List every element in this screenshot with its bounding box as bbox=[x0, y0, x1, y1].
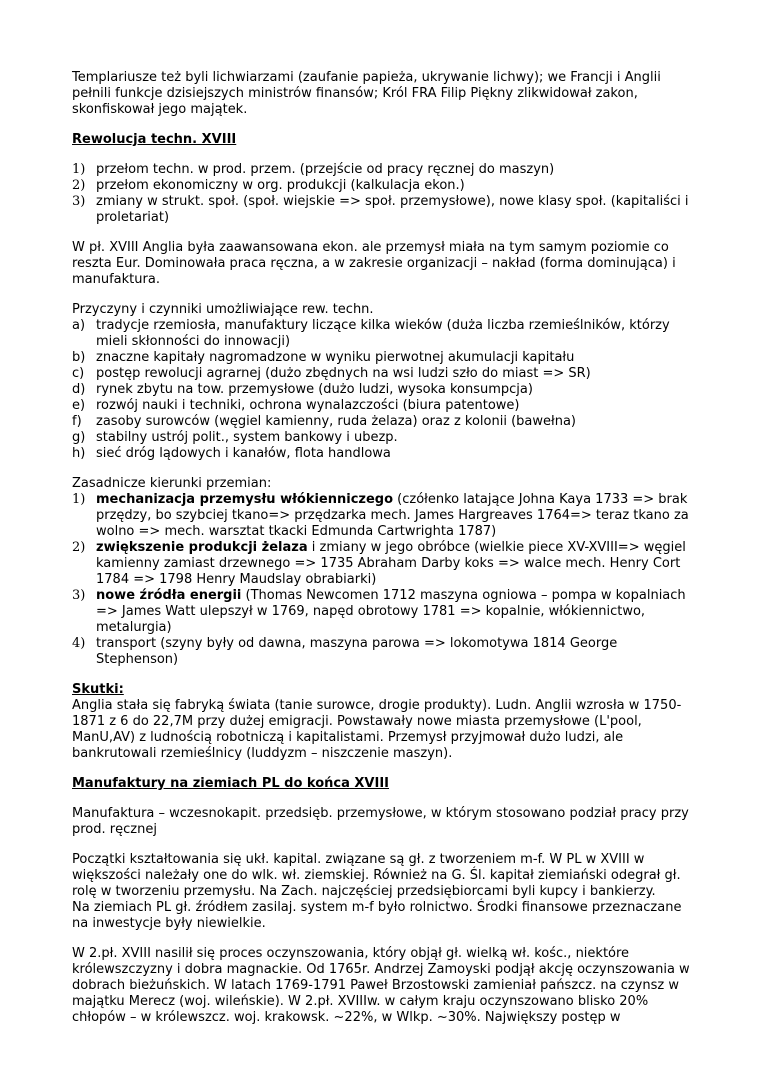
list-item bbox=[72, 446, 692, 462]
list-item-rest: transport (szyny były od dawna, maszyna parowa => lokomotywa 1814 George Stephenson) bbox=[96, 636, 618, 667]
list-item-text bbox=[96, 588, 692, 636]
list-item-text: przełom ekonomiczny w org. produkcji (kalkulacja ekon.) bbox=[96, 178, 465, 193]
anglia-paragraph: W pł. XVIII Anglia była zaawansowana ekon. ale przemysł miała na tym samym poziomie co reszta Eur. Dominowała praca ręczna, a w zakresie organizacji – nakład (forma dominująca) i manufaktura. bbox=[72, 240, 676, 287]
list-item bbox=[72, 492, 692, 540]
kierunki-list bbox=[72, 492, 692, 668]
list-item-rest: i zmiany w jego obróbce (wielkie piece XV-XVIII=> węgiel kamienny zamiast drzewnego => 1735 Abraham Darby koks => walce mech. Henry Cort 1784 => 1798 Henry Maudslay obrabiarki) bbox=[96, 540, 686, 587]
list-item-text: sieć dróg lądowych i kanałów, flota handlowa bbox=[96, 446, 391, 461]
list-item bbox=[72, 382, 692, 398]
list-item-rest: (czółenko latające Johna Kaya 1733 => brak przędzy, bo szybciej tkano=> przędzarka mech. James Hargreaves 1764=> teraz tkano za wolno => mech. warsztat tkacki Edmunda Cartwrighta 1787) bbox=[96, 492, 689, 539]
list-item bbox=[72, 318, 692, 350]
list-item-bold: mechanizacja przemysłu włókienniczego bbox=[96, 492, 394, 507]
list-marker: d) bbox=[72, 382, 86, 397]
list-item bbox=[72, 366, 692, 382]
manufaktura-definition: Manufaktura – wczesnokapit. przedsięb. przemysłowe, w którym stosowano podział pracy przy prod. ręcznej bbox=[72, 806, 689, 837]
list-item-bold: nowe źródła energii bbox=[96, 588, 242, 603]
document-page bbox=[72, 70, 692, 1026]
list-item-text: stabilny ustrój polit., system bankowy i ubezp. bbox=[96, 430, 398, 445]
list-marker: 2) bbox=[72, 178, 86, 193]
list-item bbox=[72, 430, 692, 446]
list-marker: a) bbox=[72, 318, 86, 333]
list-item-rest: (Thomas Newcomen 1712 maszyna ogniowa – pompa w kopalniach => James Watt ulepszył w 1769, napęd obrotowy 1781 => kopalnie, włókiennictwo, metalurgia) bbox=[96, 588, 686, 635]
list-item-text bbox=[96, 636, 692, 668]
list-marker: b) bbox=[72, 350, 86, 365]
list-item-text: zmiany w strukt. społ. (społ. wiejskie => społ. przemysłowe), nowe klasy społ. (kapitaliści i proletariat) bbox=[96, 194, 689, 225]
list-item-text: zasoby surowców (węgiel kamienny, ruda żelaza) oraz z kolonii (bawełna) bbox=[96, 414, 576, 429]
list-item bbox=[72, 588, 692, 636]
list-marker: 3) bbox=[72, 194, 86, 209]
list-marker: f) bbox=[72, 414, 82, 429]
list-marker: 1) bbox=[72, 492, 86, 507]
list-marker: 1) bbox=[72, 162, 86, 177]
list-item-text: rynek zbytu na tow. przemysłowe (dużo ludzi, wysoka konsumpcja) bbox=[96, 382, 533, 397]
list-marker: e) bbox=[72, 398, 86, 413]
oczynszowanie-paragraph: W 2.pł. XVIII nasilił się proces oczynszowania, który objął gł. wielką wł. kośc., niektóre królewszczyzny i dobra magnackie. Od 1765r. Andrzej Zamoyski podjął akcję oczynszowania w dobrach bieżuńskich. W latach 1769-1791 Paweł Brzostowski zamieniał pańszcz. na czynsz w majątku Merecz (woj. wileńskie). W 2.pł. XVIIIw. w całym kraju oczynszowano blisko 20% chłopów – w królewszcz. woj. krakowsk. ~22%, w Wlkp. ~30%. Największy postęp w bbox=[72, 946, 690, 1025]
list-item-text bbox=[96, 492, 692, 540]
list-item-text: przełom techn. w prod. przem. (przejście od pracy ręcznej do maszyn) bbox=[96, 162, 555, 177]
list-marker: 4) bbox=[72, 636, 86, 651]
list-item bbox=[72, 350, 692, 366]
intro-paragraph: Templariusze też byli lichwiarzami (zaufanie papieża, ukrywanie lichwy); we Francji i Anglii pełnili funkcje dzisiejszych ministrów finansów; Król FRA Filip Piękny zlikwidował zakon, skonfiskował jego majątek. bbox=[72, 70, 661, 117]
section-heading-manufaktury: Manufaktury na ziemiach PL do końca XVIII bbox=[72, 776, 390, 791]
list-item-text bbox=[96, 540, 692, 588]
section-heading-rewolucja: Rewolucja techn. XVIII bbox=[72, 132, 237, 147]
list-marker: 2) bbox=[72, 540, 86, 555]
przyczyny-list bbox=[72, 318, 692, 462]
przyczyny-intro: Przyczyny i czynniki umożliwiające rew. techn. bbox=[72, 302, 374, 317]
list-item bbox=[72, 414, 692, 430]
poczatki-paragraph: Początki kształtowania się ukł. kapital. związane są gł. z tworzeniem m-f. W PL w XVIII w większości należały one do wlk. wł. ziemskiej. Również na G. Śl. kapitał ziemiański odegrał gł. rolę w tworzeniu przemysłu. Na Zach. najczęściej przedsiębiorcami byli kupcy i bankierzy. bbox=[72, 852, 681, 899]
list-item bbox=[72, 194, 692, 226]
list-item bbox=[72, 636, 692, 668]
list-marker: g) bbox=[72, 430, 86, 445]
list-item bbox=[72, 162, 692, 178]
section-heading-skutki: Skutki: bbox=[72, 682, 124, 697]
rewolucja-points-list bbox=[72, 162, 692, 226]
list-marker: c) bbox=[72, 366, 85, 381]
list-item-text: tradycje rzemiosła, manufaktury liczące kilka wieków (duża liczba rzemieślników, którzy mieli skłonności do innowacji) bbox=[96, 318, 670, 349]
list-item-text: znaczne kapitały nagromadzone w wyniku pierwotnej akumulacji kapitału bbox=[96, 350, 575, 365]
list-marker: h) bbox=[72, 446, 86, 461]
list-item-bold: zwiększenie produkcji żelaza bbox=[96, 540, 308, 555]
list-item-text: postęp rewolucji agrarnej (dużo zbędnych na wsi ludzi szło do miast => SR) bbox=[96, 366, 591, 381]
list-item bbox=[72, 540, 692, 588]
kierunki-intro: Zasadnicze kierunki przemian: bbox=[72, 476, 272, 491]
list-item bbox=[72, 178, 692, 194]
skutki-paragraph: Anglia stała się fabryką świata (tanie surowce, drogie produkty). Ludn. Anglii wzrosła w 1750-1871 z 6 do 22,7M przy dużej emigracji. Powstawały nowe miasta przemysłowe (L'pool, ManU,AV) z ludnością robotniczą i kapitalistami. Przemysł przyjmował dużo ludzi, ale bankrutowali rzemieślnicy (luddyzm – niszczenie maszyn). bbox=[72, 698, 682, 761]
list-item-text: rozwój nauki i techniki, ochrona wynalazczości (biura patentowe) bbox=[96, 398, 520, 413]
list-marker: 3) bbox=[72, 588, 86, 603]
zrodla-paragraph: Na ziemiach PL gł. źródłem zasilaj. system m-f było rolnictwo. Środki finansowe przeznaczane na inwestycje były niewielkie. bbox=[72, 900, 682, 931]
list-item bbox=[72, 398, 692, 414]
